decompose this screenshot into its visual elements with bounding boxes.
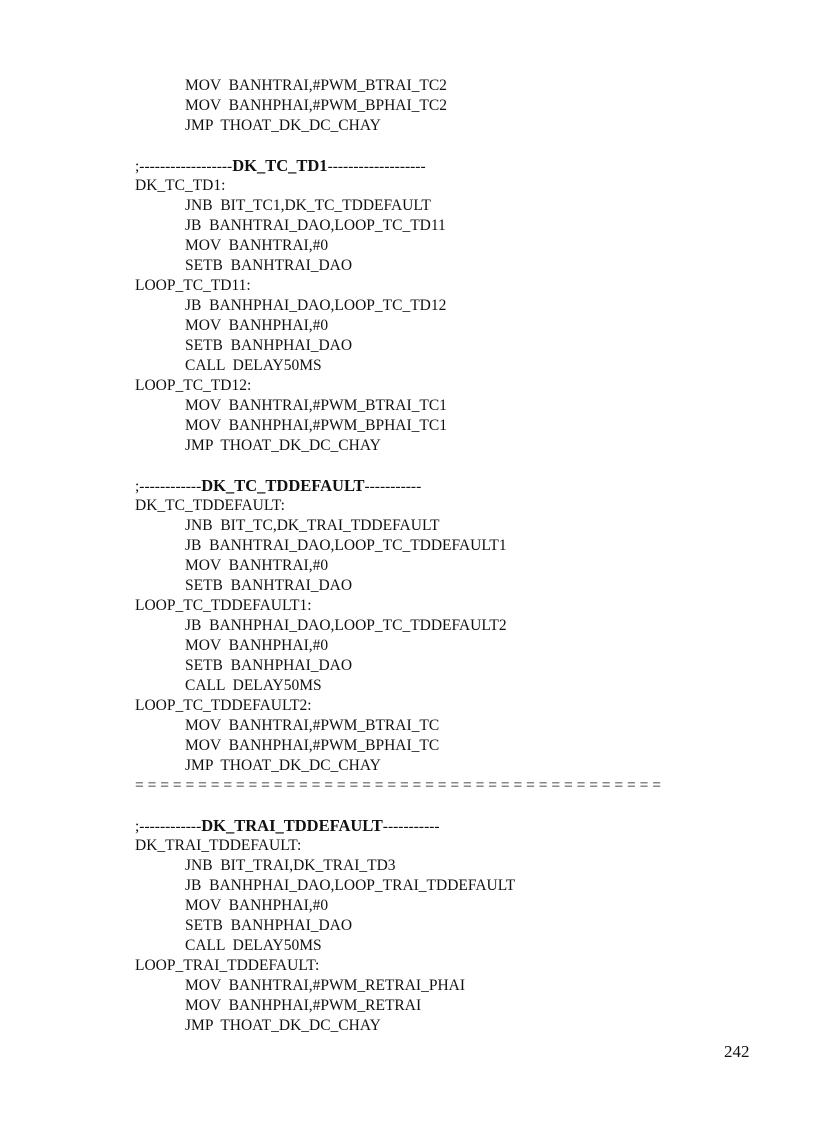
code-instruction: JMP THOAT_DK_DC_CHAY bbox=[185, 757, 381, 774]
code-instruction: MOV BANHPHAI,#PWM_BPHAI_TC bbox=[185, 737, 440, 754]
code-instruction: JMP THOAT_DK_DC_CHAY bbox=[185, 1017, 381, 1034]
comment-dashes: ----------- bbox=[364, 478, 422, 495]
code-instruction: JB BANHTRAI_DAO,LOOP_TC_TDDEFAULT1 bbox=[185, 537, 507, 554]
section-header-comment bbox=[135, 476, 661, 496]
code-instruction: MOV BANHTRAI,#PWM_RETRAI_PHAI bbox=[185, 977, 466, 994]
page-number: 242 bbox=[724, 1042, 750, 1061]
code-instruction: JNB BIT_TC1,DK_TC_TDDEFAULT bbox=[185, 197, 431, 214]
code-listing bbox=[135, 76, 661, 1036]
code-label: DK_TC_TDDEFAULT: bbox=[135, 497, 285, 514]
code-instruction: JNB BIT_TC,DK_TRAI_TDDEFAULT bbox=[185, 517, 440, 534]
comment-dashes: ;------------ bbox=[135, 478, 202, 495]
code-instruction: MOV BANHTRAI,#PWM_BTRAI_TC2 bbox=[185, 77, 447, 94]
code-label: DK_TC_TD1: bbox=[135, 177, 226, 194]
code-instruction: JMP THOAT_DK_DC_CHAY bbox=[185, 117, 381, 134]
comment-dashes: ;------------ bbox=[135, 818, 202, 835]
section-title: DK_TC_TD1 bbox=[232, 156, 328, 175]
code-instruction: CALL DELAY50MS bbox=[185, 677, 322, 694]
code-instruction: JMP THOAT_DK_DC_CHAY bbox=[185, 437, 381, 454]
code-instruction: SETB BANHPHAI_DAO bbox=[185, 337, 353, 354]
code-label: LOOP_TC_TD12: bbox=[135, 377, 252, 394]
code-instruction: CALL DELAY50MS bbox=[185, 937, 322, 954]
code-instruction: JB BANHPHAI_DAO,LOOP_TC_TD12 bbox=[185, 297, 447, 314]
section-header-comment bbox=[135, 156, 661, 176]
code-instruction: MOV BANHTRAI,#0 bbox=[185, 557, 329, 574]
code-instruction: SETB BANHTRAI_DAO bbox=[185, 257, 353, 274]
code-instruction: MOV BANHTRAI,#PWM_BTRAI_TC bbox=[185, 717, 440, 734]
code-instruction: MOV BANHPHAI,#0 bbox=[185, 317, 329, 334]
section-title: DK_TC_TDDEFAULT bbox=[201, 476, 365, 495]
code-instruction: CALL DELAY50MS bbox=[185, 357, 322, 374]
code-instruction: MOV BANHPHAI,#0 bbox=[185, 637, 329, 654]
comment-dashes: ----------- bbox=[382, 818, 440, 835]
blank-line bbox=[135, 796, 661, 816]
code-instruction: JNB BIT_TRAI,DK_TRAI_TD3 bbox=[185, 857, 396, 874]
code-instruction: MOV BANHPHAI,#PWM_BPHAI_TC2 bbox=[185, 97, 447, 114]
code-instruction: SETB BANHPHAI_DAO bbox=[185, 657, 353, 674]
code-instruction: MOV BANHPHAI,#0 bbox=[185, 897, 329, 914]
code-instruction: SETB BANHPHAI_DAO bbox=[185, 917, 353, 934]
code-instruction: JB BANHTRAI_DAO,LOOP_TC_TD11 bbox=[185, 217, 446, 234]
blank-line bbox=[135, 456, 661, 476]
code-label: LOOP_TC_TDDEFAULT2: bbox=[135, 697, 312, 714]
section-header-comment bbox=[135, 816, 661, 836]
code-label: LOOP_TC_TD11: bbox=[135, 277, 251, 294]
blank-line bbox=[135, 136, 661, 156]
code-instruction: MOV BANHTRAI,#PWM_BTRAI_TC1 bbox=[185, 397, 447, 414]
code-instruction: MOV BANHTRAI,#0 bbox=[185, 237, 329, 254]
section-title: DK_TRAI_TDDEFAULT bbox=[201, 816, 383, 835]
code-label: LOOP_TRAI_TDDEFAULT: bbox=[135, 957, 320, 974]
code-instruction: MOV BANHPHAI,#PWM_BPHAI_TC1 bbox=[185, 417, 447, 434]
separator-line: = = = = = = = = = = = = = = = = = = = = = = = = = = = = = = = = = = = = = = = = = = bbox=[135, 777, 662, 794]
code-instruction: JB BANHPHAI_DAO,LOOP_TRAI_TDDEFAULT bbox=[185, 877, 516, 894]
code-instruction: SETB BANHTRAI_DAO bbox=[185, 577, 353, 594]
code-instruction: MOV BANHPHAI,#PWM_RETRAI bbox=[185, 997, 422, 1014]
comment-dashes: ------------------- bbox=[327, 158, 426, 175]
comment-dashes: ;------------------ bbox=[135, 158, 233, 175]
code-label: LOOP_TC_TDDEFAULT1: bbox=[135, 597, 312, 614]
code-instruction: JB BANHPHAI_DAO,LOOP_TC_TDDEFAULT2 bbox=[185, 617, 507, 634]
code-label: DK_TRAI_TDDEFAULT: bbox=[135, 837, 302, 854]
